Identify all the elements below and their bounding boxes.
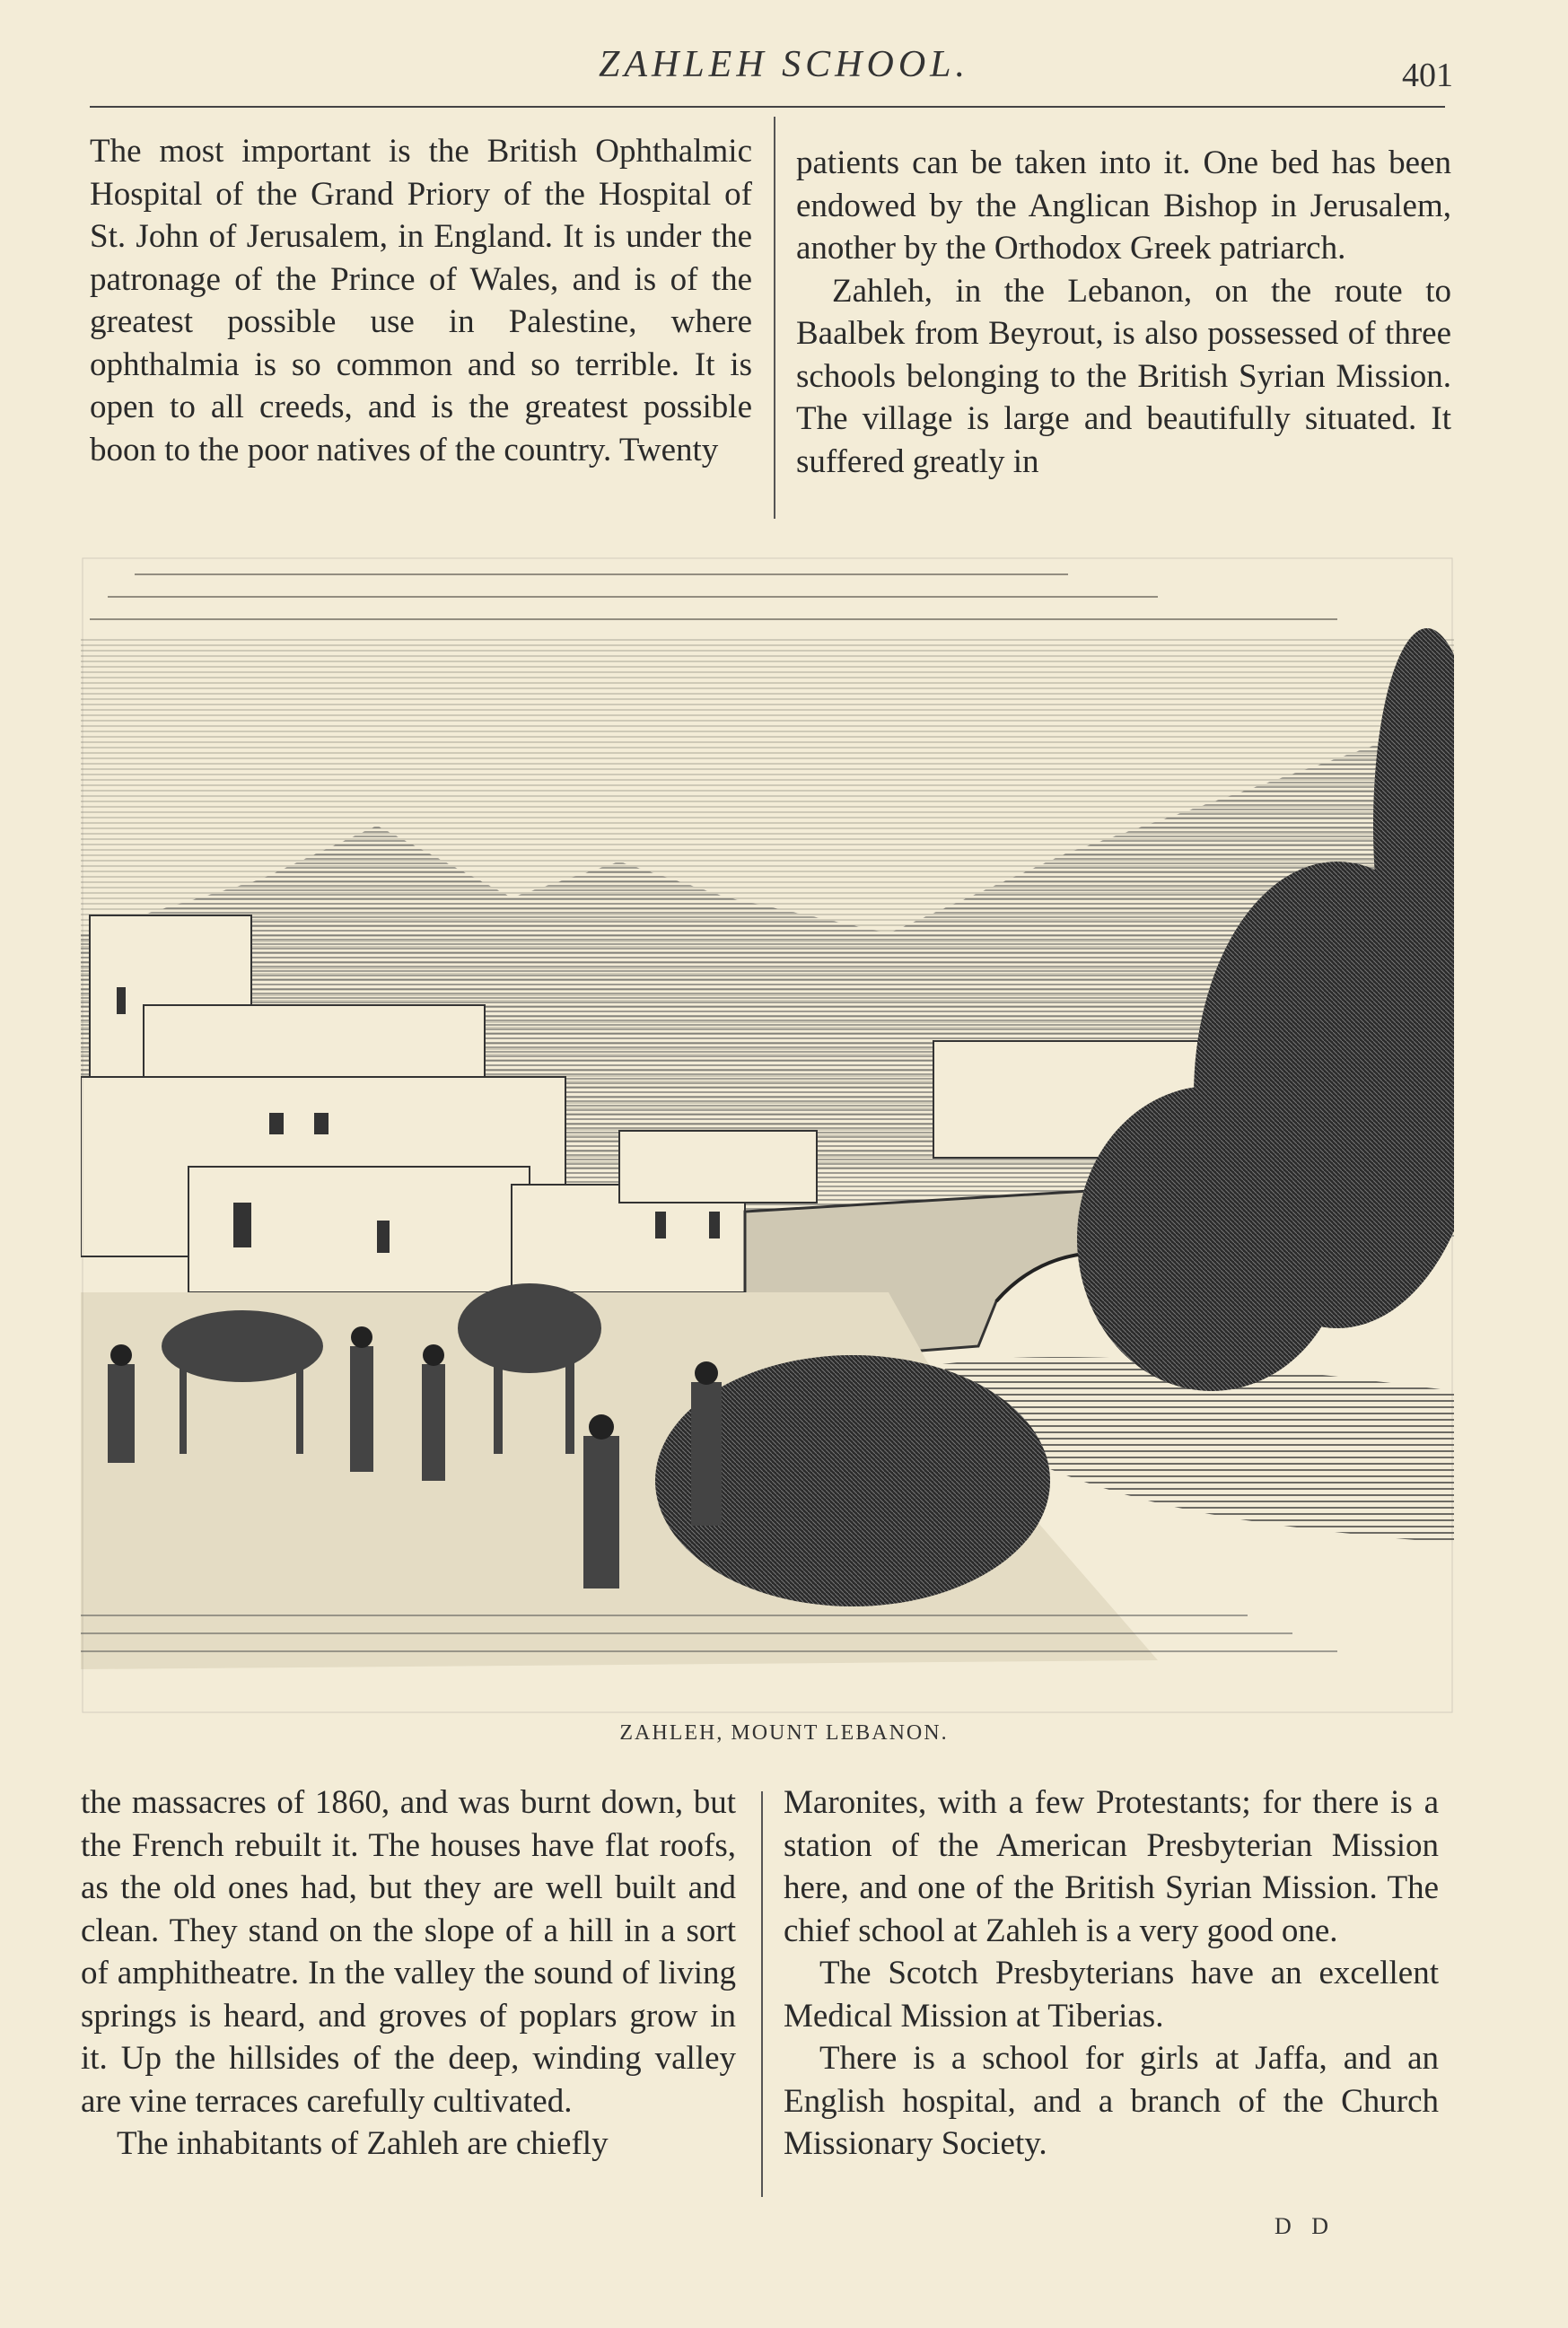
engraving-zahleh [81,556,1454,1714]
signature-mark: D D [1275,2213,1336,2239]
paragraph: Maronites, with a few Protestants; for there is a station of the American Presbyterian Mission here, and one of the British Syrian Mission. The chief school at Zahleh is a very good one. [784,1784,1439,1949]
column-divider-top [774,117,775,519]
column-bottom-left [81,1781,736,2166]
column-top-left [90,130,752,471]
paragraph: The inhabitants of Zahleh are chiefly [117,2125,609,2162]
column-divider-bottom [761,1791,763,2197]
running-title: ZAHLEH SCHOOL. [598,44,970,85]
illustration-caption: ZAHLEH, MOUNT LEBANON. [619,1721,949,1745]
column-top-right [796,142,1451,483]
paragraph: Zahleh, in the Lebanon, on the route to Baalbek from Beyrout, is also possessed of three schools belonging to the British Syrian Mission. The village is large and beautifully situated. It suffered greatly in [796,272,1451,480]
paragraph: The most important is the British Ophthalmic Hospital of the Grand Priory of the Hospital of St. John of Jerusalem, in England. It is under the patronage of the Prince of Wales, and is of the greatest possible use in Palestine, where ophthalmia is so common and so terrible. It is open to all creeds, and is the greatest possible boon to the poor natives of the country. Twenty [90,133,752,468]
paragraph: the massacres of 1860, and was burnt down, but the French rebuilt it. The houses have flat roofs, as the old ones had, but they are well built and clean. They stand on the slope of a hill in a sort of amphitheatre. In the valley the sound of living springs is heard, and groves of poplars grow in it. Up the hillsides of the deep, winding valley are vine terraces carefully cultivated. [81,1784,736,2120]
page-number: 401 [1402,57,1453,94]
paragraph: patients can be taken into it. One bed has been endowed by the Anglican Bishop in Jerusalem, another by the Orthodox Greek patriarch. [796,144,1451,267]
paragraph: There is a school for girls at Jaffa, and an English hospital, and a branch of the Church Missionary Society. [784,2040,1439,2162]
paragraph: The Scotch Presbyterians have an excellent Medical Mission at Tiberias. [784,1955,1439,2035]
column-bottom-right [784,1781,1439,2166]
header-rule [90,106,1445,108]
